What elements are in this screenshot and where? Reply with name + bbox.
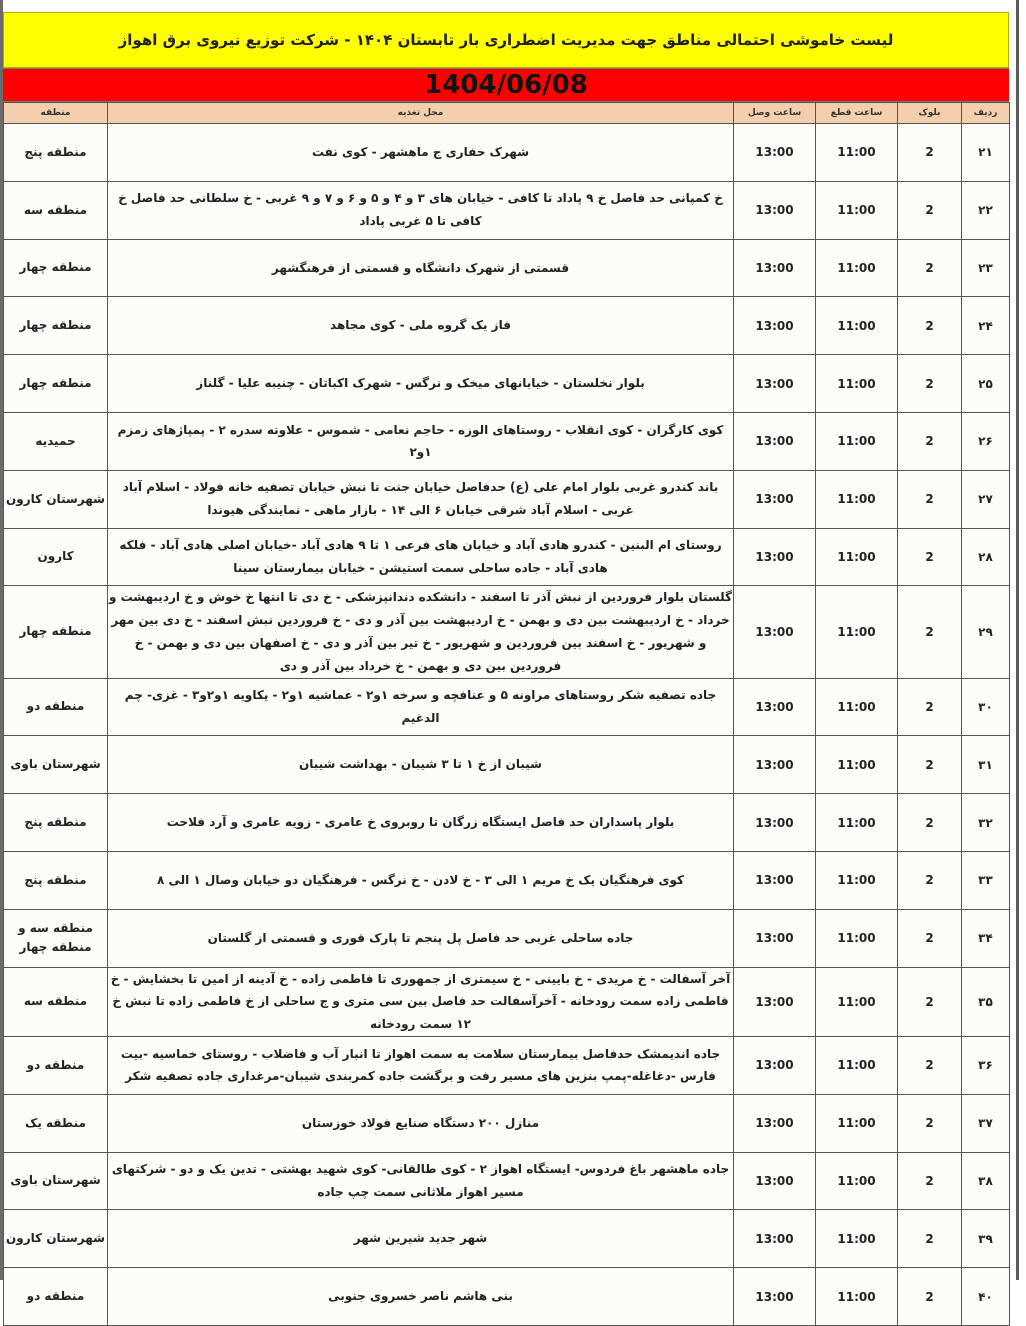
on-time-cell: 13:00: [734, 181, 816, 239]
row-number-cell: ۳۸: [962, 1152, 1010, 1210]
schedule-date: 1404/06/08: [3, 68, 1009, 102]
off-time-cell: 11:00: [816, 528, 898, 586]
block-cell: 2: [898, 239, 962, 297]
block-cell: 2: [898, 1268, 962, 1326]
header-block: بلوک: [898, 103, 962, 124]
region-cell: منطقه سه و منطقه چهار: [4, 909, 108, 967]
block-cell: 2: [898, 528, 962, 586]
location-cell: باند کندرو غربی بلوار امام علی (ع) حدفاصل خیابان جنت تا نبش خیابان تصفیه خانه فولاد - اسلام آباد غربی - اسلام آباد شرقی خیابان ۶ الی ۱۴ - بازار ماهی - نمایندگی هیوندا: [108, 470, 734, 528]
row-number-cell: ۲۹: [962, 586, 1010, 678]
block-cell: 2: [898, 1210, 962, 1268]
block-cell: 2: [898, 124, 962, 182]
row-number-cell: ۲۷: [962, 470, 1010, 528]
on-time-cell: 13:00: [734, 1094, 816, 1152]
on-time-cell: 13:00: [734, 794, 816, 852]
table-row: [4, 528, 1010, 586]
off-time-cell: 11:00: [816, 1152, 898, 1210]
outage-table: [3, 102, 1010, 1326]
block-cell: 2: [898, 851, 962, 909]
region-cell: منطقه سه: [4, 967, 108, 1036]
block-cell: 2: [898, 909, 962, 967]
region-cell: منطقه چهار: [4, 355, 108, 413]
off-time-cell: 11:00: [816, 124, 898, 182]
block-cell: 2: [898, 678, 962, 736]
header-row-number: ردیف: [962, 103, 1010, 124]
location-cell: خ کمپانی حد فاصل خ ۹ پاداد تا کافی - خیابان های ۳ و ۴ و ۵ و ۶ و ۷ و ۹ غربی - خ سلطانی حد فاصل خ کافی تا ۵ غربی پاداد: [108, 181, 734, 239]
off-time-cell: 11:00: [816, 736, 898, 794]
block-cell: 2: [898, 794, 962, 852]
row-number-cell: ۲۲: [962, 181, 1010, 239]
table-row: [4, 1036, 1010, 1094]
location-cell: جاده ماهشهر باغ فردوس- ایستگاه اهواز ۲ - کوی طالقانی- کوی شهید بهشتی - تدین یک و دو - شرکتهای مسیر اهواز ملاثانی سمت چپ جاده: [108, 1152, 734, 1210]
block-cell: 2: [898, 355, 962, 413]
on-time-cell: 13:00: [734, 239, 816, 297]
row-number-cell: ۳۱: [962, 736, 1010, 794]
on-time-cell: 13:00: [734, 297, 816, 355]
table-row: [4, 794, 1010, 852]
off-time-cell: 11:00: [816, 1210, 898, 1268]
block-cell: 2: [898, 297, 962, 355]
location-cell: شیبان از خ ۱ تا ۳ شیبان - بهداشت شیبان: [108, 736, 734, 794]
on-time-cell: 13:00: [734, 1152, 816, 1210]
right-border: [1016, 0, 1019, 1280]
table-row: [4, 967, 1010, 1036]
header-on-time: ساعت وصل: [734, 103, 816, 124]
on-time-cell: 13:00: [734, 1210, 816, 1268]
block-cell: 2: [898, 412, 962, 470]
off-time-cell: 11:00: [816, 909, 898, 967]
table-body: [4, 124, 1010, 1326]
location-cell: شهرک حفاری ج ماهشهر - کوی نفت: [108, 124, 734, 182]
region-cell: منطقه یک: [4, 1094, 108, 1152]
region-cell: منطقه سه: [4, 181, 108, 239]
row-number-cell: ۲۳: [962, 239, 1010, 297]
row-number-cell: ۲۸: [962, 528, 1010, 586]
table-row: [4, 736, 1010, 794]
location-cell: جاده تصفیه شکر روستاهای مراونه ۵ و عنافچه و سرخه ۱و۲ - عماشیه ۱و۲ - یکاویه ۱و۲و۳ - غزی- چم الدغیم: [108, 678, 734, 736]
row-number-cell: ۲۱: [962, 124, 1010, 182]
table-row: [4, 181, 1010, 239]
table-row: [4, 851, 1010, 909]
header-region: منطقه: [4, 103, 108, 124]
off-time-cell: 11:00: [816, 794, 898, 852]
row-number-cell: ۳۲: [962, 794, 1010, 852]
off-time-cell: 11:00: [816, 239, 898, 297]
on-time-cell: 13:00: [734, 124, 816, 182]
location-cell: گلستان بلوار فروردین از نبش آذر تا اسفند - دانشکده دندانپزشکی - خ دی تا انتها خ خوش و خ اردیبهشت و خرداد - خ اردیبهشت بین دی و بهمن - خ اردیبهشت بین آذر و دی - خ فروردین نبش اسفند - خ دی بین مهر و شهریور - خ اسفند بین فروردین و شهریور - خ تیر بین آذر و دی - خ اصفهان بین دی و بهمن - خ فروردین بین دی و بهمن - خ خرداد بین آذر و دی: [108, 586, 734, 678]
on-time-cell: 13:00: [734, 470, 816, 528]
off-time-cell: 11:00: [816, 967, 898, 1036]
location-cell: کوی فرهنگیان یک خ مریم ۱ الی ۳ - خ لادن - خ نرگس - فرهنگیان دو خیابان وصال ۱ الی ۸: [108, 851, 734, 909]
table-header-row: [4, 103, 1010, 124]
block-cell: 2: [898, 736, 962, 794]
off-time-cell: 11:00: [816, 297, 898, 355]
region-cell: حمیدیه: [4, 412, 108, 470]
off-time-cell: 11:00: [816, 851, 898, 909]
location-cell: جاده اندیمشک حدفاصل بیمارستان سلامت به سمت اهواز تا انبار آب و فاضلاب - روستای خماسیه -بیت فارس -دغاغله-پمپ بنزین های مسیر رفت و برگشت جاده کمربندی شیبان-مرغداری جاده تصفیه شکر: [108, 1036, 734, 1094]
location-cell: شهر جدید شیرین شهر: [108, 1210, 734, 1268]
region-cell: منطقه پنج: [4, 794, 108, 852]
page-title: لیست خاموشی احتمالی مناطق جهت مدیریت اضطراری بار تابستان ۱۴۰۴ - شرکت توزیع نیروی برق اهواز: [3, 12, 1009, 68]
row-number-cell: ۴۰: [962, 1268, 1010, 1326]
off-time-cell: 11:00: [816, 678, 898, 736]
region-cell: منطقه چهار: [4, 297, 108, 355]
location-cell: بلوار پاسداران حد فاصل ایستگاه زرگان تا روبروی خ عامری - زویه عامری و آرد فلاحت: [108, 794, 734, 852]
table-row: [4, 678, 1010, 736]
row-number-cell: ۳۵: [962, 967, 1010, 1036]
on-time-cell: 13:00: [734, 1036, 816, 1094]
table-row: [4, 586, 1010, 678]
region-cell: شهرستان کارون: [4, 470, 108, 528]
location-cell: آخر آسفالت - خ مریدی - خ بایینی - خ سیمتری از جمهوری تا فاطمی زاده - خ آدینه از امین تا بخشایش - خ فاطمی زاده سمت رودخانه - آخرآسفالت حد فاصل بین سی متری و ج ساحلی از خ فاطمی زاده تا نبش خ ۱۲ سمت رودخانه: [108, 967, 734, 1036]
region-cell: منطقه پنج: [4, 124, 108, 182]
on-time-cell: 13:00: [734, 528, 816, 586]
location-cell: بلوار نخلستان - خیابانهای میخک و نرگس - شهرک اکباتان - چنیبه علیا - گلناز: [108, 355, 734, 413]
table-row: [4, 909, 1010, 967]
row-number-cell: ۳۹: [962, 1210, 1010, 1268]
table-row: [4, 412, 1010, 470]
table-row: [4, 470, 1010, 528]
on-time-cell: 13:00: [734, 1268, 816, 1326]
table-row: [4, 297, 1010, 355]
header-location: محل تغذیه: [108, 103, 734, 124]
location-cell: قسمتی از شهرک دانشگاه و قسمتی از فرهنگشهر: [108, 239, 734, 297]
on-time-cell: 13:00: [734, 586, 816, 678]
off-time-cell: 11:00: [816, 1036, 898, 1094]
header-off-time: ساعت قطع: [816, 103, 898, 124]
off-time-cell: 11:00: [816, 1094, 898, 1152]
region-cell: کارون: [4, 528, 108, 586]
block-cell: 2: [898, 470, 962, 528]
off-time-cell: 11:00: [816, 470, 898, 528]
off-time-cell: 11:00: [816, 412, 898, 470]
region-cell: منطقه چهار: [4, 586, 108, 678]
row-number-cell: ۲۴: [962, 297, 1010, 355]
location-cell: روستای ام البنین - کندرو هادی آباد و خیابان های فرعی ۱ تا ۹ هادی آباد -خیابان اصلی هادی آباد - فلکه هادی آباد - جاده ساحلی سمت استیشن - خیابان بیمارستان سینا: [108, 528, 734, 586]
table-row: [4, 1094, 1010, 1152]
row-number-cell: ۳۰: [962, 678, 1010, 736]
table-row: [4, 239, 1010, 297]
region-cell: منطقه دو: [4, 678, 108, 736]
table-row: [4, 1152, 1010, 1210]
on-time-cell: 13:00: [734, 412, 816, 470]
table-row: [4, 355, 1010, 413]
region-cell: شهرستان کارون: [4, 1210, 108, 1268]
block-cell: 2: [898, 586, 962, 678]
on-time-cell: 13:00: [734, 736, 816, 794]
region-cell: منطقه پنج: [4, 851, 108, 909]
off-time-cell: 11:00: [816, 1268, 898, 1326]
off-time-cell: 11:00: [816, 181, 898, 239]
location-cell: منازل ۲۰۰ دستگاه صنایع فولاد خوزستان: [108, 1094, 734, 1152]
region-cell: منطقه چهار: [4, 239, 108, 297]
off-time-cell: 11:00: [816, 586, 898, 678]
off-time-cell: 11:00: [816, 355, 898, 413]
on-time-cell: 13:00: [734, 355, 816, 413]
region-cell: منطقه دو: [4, 1268, 108, 1326]
location-cell: کوی کارگران - کوی انقلاب - روستاهای الوزه - حاجم نعامی - شموس - علاونه سدره ۲ - پمپاژهای زمزم ۱و۲: [108, 412, 734, 470]
row-number-cell: ۳۷: [962, 1094, 1010, 1152]
region-cell: منطقه دو: [4, 1036, 108, 1094]
row-number-cell: ۲۵: [962, 355, 1010, 413]
block-cell: 2: [898, 1036, 962, 1094]
on-time-cell: 13:00: [734, 967, 816, 1036]
block-cell: 2: [898, 181, 962, 239]
row-number-cell: ۳۶: [962, 1036, 1010, 1094]
on-time-cell: 13:00: [734, 909, 816, 967]
table-row: [4, 1210, 1010, 1268]
row-number-cell: ۲۶: [962, 412, 1010, 470]
on-time-cell: 13:00: [734, 851, 816, 909]
location-cell: جاده ساحلی غربی حد فاصل پل پنجم تا پارک قوری و قسمتی از گلستان: [108, 909, 734, 967]
block-cell: 2: [898, 1152, 962, 1210]
table-row: [4, 124, 1010, 182]
row-number-cell: ۳۳: [962, 851, 1010, 909]
location-cell: بنی هاشم ناصر خسروی جنوبی: [108, 1268, 734, 1326]
location-cell: فاز یک گروه ملی - کوی مجاهد: [108, 297, 734, 355]
block-cell: 2: [898, 967, 962, 1036]
block-cell: 2: [898, 1094, 962, 1152]
row-number-cell: ۳۴: [962, 909, 1010, 967]
on-time-cell: 13:00: [734, 678, 816, 736]
region-cell: شهرستان باوی: [4, 1152, 108, 1210]
table-row: [4, 1268, 1010, 1326]
region-cell: شهرستان باوی: [4, 736, 108, 794]
